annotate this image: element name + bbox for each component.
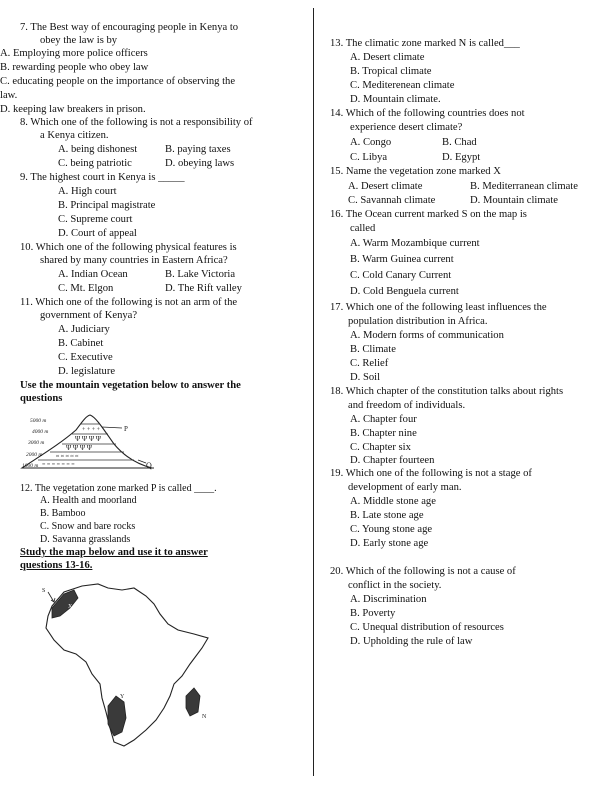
zone-label-q: Q [146,461,152,470]
option-17d: D. Soil [350,372,381,383]
option-10a: A. Indian Ocean [58,269,128,280]
option-9d: D. Court of appeal [58,228,137,239]
option-20d: D. Upholding the rule of law [350,636,473,647]
option-16b: B. Warm Guinea current [350,254,454,265]
svg-text:= = = = = = =: = = = = = = = [42,462,75,468]
question-10-text-cont: shared by many countries in Eastern Africa? [40,255,228,266]
question-16-text-cont: called [350,223,376,234]
option-13a: A. Desert climate [350,52,425,63]
altitude-label-2000: 2000 m [26,452,43,458]
question-18-text: 18. Which chapter of the constitution talks about rights [330,386,564,397]
option-7d: D. keeping law breakers in prison. [0,104,146,115]
option-15a: A. Desert climate [348,181,423,192]
option-18d: D. Chapter fourteen [350,455,435,466]
current-arrow-s [48,592,54,602]
option-7b: B. rewarding people who obey law [0,62,149,73]
option-15b: B. Mediterranean climate [470,181,578,192]
option-11b: B. Cabinet [58,338,104,349]
question-7-text-cont: obey the law is by [40,35,118,46]
map-label-y: Y [120,694,125,700]
option-14d: D. Egypt [442,152,481,163]
option-11a: A. Judiciary [58,324,110,335]
option-14b: B. Chad [442,137,477,148]
mountain-vegetation-diagram [20,410,180,476]
question-10-text: 10. Which one of the following physical features is [20,242,237,253]
option-9a: A. High court [58,186,117,197]
option-7a: A. Employing more police officers [0,48,148,59]
option-18a: A. Chapter four [350,414,417,425]
option-17c: C. Relief [350,358,389,369]
question-18-text-cont: and freedom of individuals. [348,400,466,411]
option-16a: A. Warm Mozambique current [350,238,480,249]
option-19b: B. Late stone age [350,510,424,521]
option-19c: C. Young stone age [350,524,433,535]
question-20-text: 20. Which of the following is not a cause of [330,566,516,577]
mountain-instruction: Use the mountain vegetation below to answer the [20,380,241,391]
map-label-s: S [42,588,46,594]
question-11-text: 11. Which one of the following is not an arm of the [20,297,238,308]
option-19a: A. Middle stone age [350,496,436,507]
question-8-text: 8. Which one of the following is not a responsibility of [20,117,253,128]
map-instruction-cont: questions 13-16. [20,560,93,571]
svg-text:Ψ Ψ Ψ Ψ: Ψ Ψ Ψ Ψ [66,444,92,452]
altitude-label-5000: 5000 m [30,418,47,424]
option-12d: D. Savanna grasslands [40,534,131,545]
option-7c-cont: law. [0,90,18,101]
option-15c: C. Savannah climate [348,195,436,206]
question-14-text-cont: experience desert climate? [350,122,463,133]
option-16d: D. Cold Benguela current [350,286,459,297]
map-instruction: Study the map below and use it to answer [20,547,208,558]
svg-text:Ψ Ψ Ψ Ψ: Ψ Ψ Ψ Ψ [75,435,101,443]
altitude-label-3000: 3000 m [28,440,45,446]
question-17-text-cont: population distribution in Africa. [348,316,488,327]
option-11c: C. Executive [58,352,113,363]
option-9c: C. Supreme court [58,214,133,225]
option-12b: B. Bamboo [40,508,86,519]
option-17a: A. Modern forms of communication [350,330,504,341]
option-20c: C. Unequal distribution of resources [350,622,504,633]
svg-text:+ + + +: + + + + [82,427,101,433]
question-7-text: 7. The Best way of encouraging people in Kenya to [20,22,239,33]
zone-label-p: P [124,425,128,433]
option-7c: C. educating people on the importance of observing the [0,76,236,87]
question-13-text: 13. The climatic zone marked N is called___ [330,38,520,49]
option-19d: D. Early stone age [350,538,429,549]
question-17-text: 17. Which one of the following least influences the [330,302,547,313]
map-label-x: X [68,604,73,610]
option-10c: C. Mt. Elgon [58,283,114,294]
mountain-instruction-cont: questions [20,393,63,404]
option-13c: C. Mediterenean climate [350,80,455,91]
option-8d: D. obeying laws [165,158,235,169]
option-10d: D. The Rift valley [165,283,242,294]
question-19-text: 19. Which one of the following is not a stage of [330,468,532,479]
question-19-text-cont: development of early man. [348,482,462,493]
option-13d: D. Mountain climate. [350,94,441,105]
option-9b: B. Principal magistrate [58,200,156,211]
option-11d: D. legislature [58,366,116,377]
question-15-text: 15. Name the vegetation zone marked X [330,166,501,177]
option-8b: B. paying taxes [165,144,231,155]
svg-text:≈ ≈ ≈ ≈ ≈: ≈ ≈ ≈ ≈ ≈ [56,454,79,460]
option-17b: B. Climate [350,344,396,355]
option-18b: B. Chapter nine [350,428,417,439]
question-20-text-cont: conflict in the society. [348,580,442,591]
option-12c: C. Snow and bare rocks [40,521,136,532]
option-8c: C. being patriotic [58,158,132,169]
option-16c: C. Cold Canary Current [350,270,452,281]
option-15d: D. Mountain climate [470,195,558,206]
region-n [186,688,200,716]
option-14a: A. Congo [350,137,392,148]
option-14c: C. Libya [350,152,388,163]
question-14-text: 14. Which of the following countries does not [330,108,525,119]
altitude-label-4000: 4000 m [32,429,49,435]
option-8a: A. being dishonest [58,144,138,155]
option-18c: C. Chapter six [350,442,411,453]
option-13b: B. Tropical climate [350,66,432,77]
option-10b: B. Lake Victoria [165,269,236,280]
column-divider [313,8,314,776]
option-20a: A. Discrimination [350,594,427,605]
question-9-text: 9. The highest court in Kenya is _____ [20,172,185,183]
map-label-n: N [202,714,207,720]
option-20b: B. Poverty [350,608,396,619]
question-11-text-cont: government of Kenya? [40,310,138,321]
question-12-text: 12. The vegetation zone marked P is called ____. [20,483,217,494]
question-8-text-cont: a Kenya citizen. [40,130,109,141]
altitude-label-1000: 1000 m [22,463,39,469]
question-16-text: 16. The Ocean current marked S on the map is [330,209,527,220]
option-12a: A. Health and moorland [40,495,137,506]
africa-map [38,580,218,752]
